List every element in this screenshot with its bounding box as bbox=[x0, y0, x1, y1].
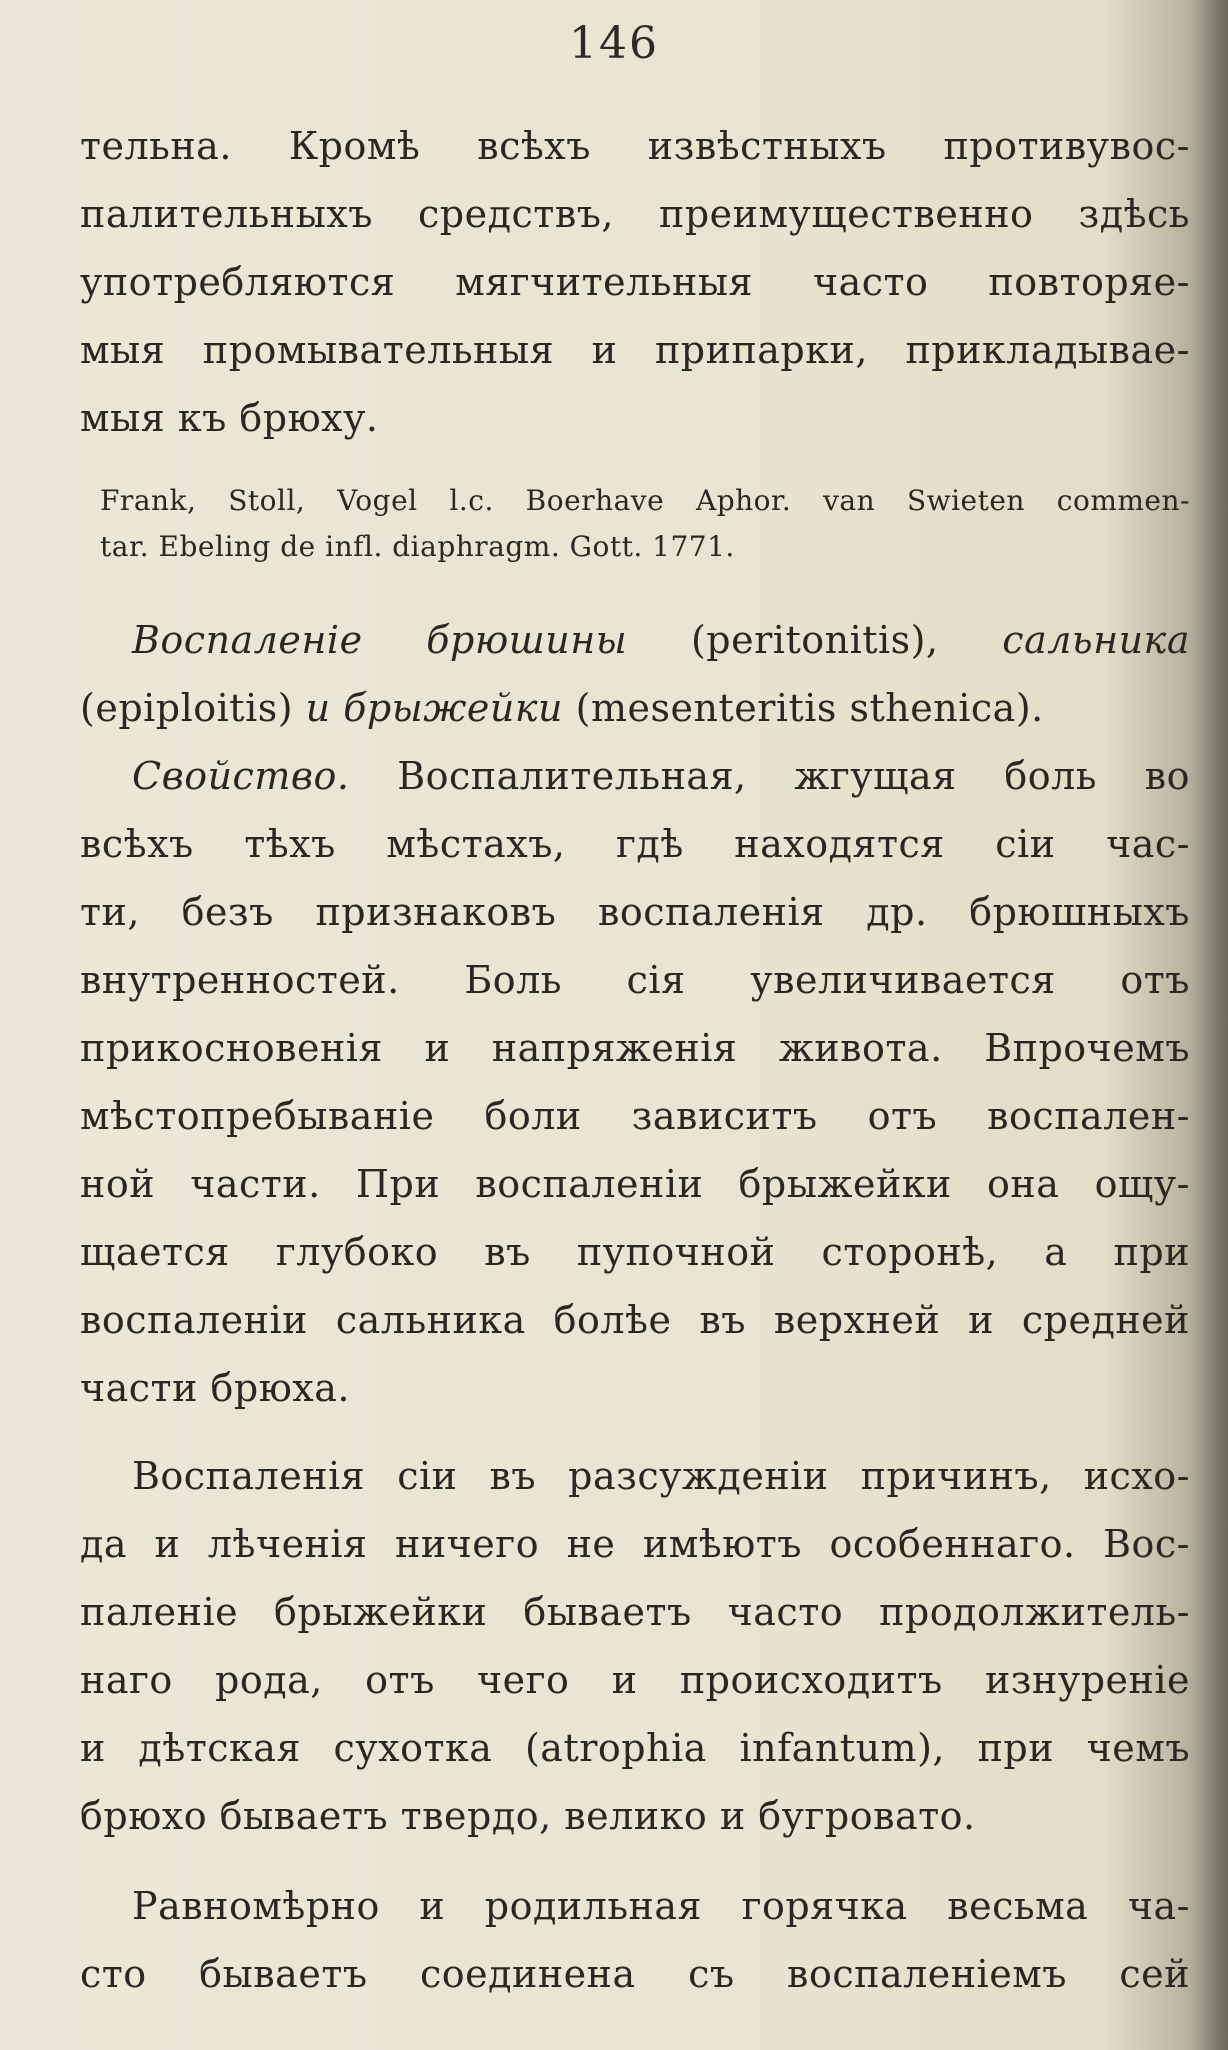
paragraph-puerperal bbox=[80, 1872, 1190, 2008]
text-line: прикосновенія и напряженія живота. Впрочемъ bbox=[80, 1026, 1190, 1070]
section-heading bbox=[80, 606, 1190, 742]
text-line: Равномѣрно и родильная горячка весьма ча- bbox=[132, 1884, 1190, 1928]
heading-latin-epiploitis: (epiploitis) bbox=[80, 686, 294, 730]
text-line: тельна. Кромѣ всѣхъ извѣстныхъ противувос- bbox=[80, 124, 1190, 168]
text-line: Воспаленія сіи въ разсужденіи причинъ, исхо- bbox=[132, 1454, 1190, 1498]
text-line: мыя къ брюху. bbox=[80, 396, 379, 440]
text-line: воспаленіи сальника болѣе въ верхней и средней bbox=[80, 1298, 1190, 1342]
page-number: 146 bbox=[569, 18, 659, 69]
text-line: наго рода, отъ чего и происходитъ изнуреніе bbox=[80, 1658, 1190, 1702]
heading-term-peritonitis: Воспаленіе брюшины bbox=[132, 618, 628, 662]
heading-line bbox=[80, 606, 1190, 674]
paragraph-continuation bbox=[80, 112, 1190, 452]
heading-term-mesentery: брыжейки bbox=[343, 686, 564, 730]
text-line: ти, безъ признаковъ воспаленія др. брюшныхъ bbox=[80, 890, 1190, 934]
bibliographic-reference bbox=[100, 478, 1190, 570]
page-gutter-shadow bbox=[1194, 0, 1228, 2050]
text-line: Свойство. Воспалительная, жгущая боль во bbox=[132, 754, 1190, 798]
text-line: части брюха. bbox=[80, 1366, 350, 1410]
text-line: внутренностей. Боль сія увеличивается отъ bbox=[80, 958, 1190, 1002]
heading-latin-peritonitis: (peritonitis), bbox=[690, 618, 939, 662]
paragraph-lead: Свойство. bbox=[132, 754, 350, 798]
text-line: всѣхъ тѣхъ мѣстахъ, гдѣ находятся сіи час- bbox=[80, 822, 1190, 866]
heading-conjunction: и bbox=[305, 686, 331, 730]
text-line: щается глубоко въ пупочной сторонѣ, а при bbox=[80, 1230, 1190, 1274]
reference-line: Frank, Stoll, Vogel l.c. Boerhave Aphor. van Swieten commen- bbox=[100, 484, 1190, 517]
text-line: паленіе брыжейки бываетъ часто продолжитель- bbox=[80, 1590, 1190, 1634]
text-line: сто бываетъ соединена съ воспаленіемъ сей bbox=[80, 1952, 1190, 1996]
text-line: употребляются мягчительныя часто повторяе- bbox=[80, 260, 1190, 304]
paragraph-properties bbox=[80, 742, 1190, 1422]
text-line: мѣстопребываніе боли зависитъ отъ воспален- bbox=[80, 1094, 1190, 1138]
heading-latin-mesenteritis: (mesenteritis sthenica). bbox=[575, 686, 1044, 730]
heading-term-omentum: сальника bbox=[1002, 618, 1190, 662]
text-line: палительныхъ средствъ, преимущественно здѣсь bbox=[80, 192, 1190, 236]
text-line: брюхо бываетъ твердо, велико и бугровато. bbox=[80, 1794, 976, 1838]
reference-line: tar. Ebeling de infl. diaphragm. Gott. 1771. bbox=[100, 530, 735, 563]
heading-line bbox=[80, 674, 1190, 742]
text-line: мыя промывательныя и припарки, прикладывае- bbox=[80, 328, 1190, 372]
paragraph-causes bbox=[80, 1442, 1190, 1850]
text-line: ной части. При воспаленіи брыжейки она ощу- bbox=[80, 1162, 1190, 1206]
text-line: и дѣтская сухотка (atrophia infantum), при чемъ bbox=[80, 1726, 1190, 1770]
text-line: да и лѣченія ничего не имѣютъ особеннаго. Вос- bbox=[80, 1522, 1190, 1566]
